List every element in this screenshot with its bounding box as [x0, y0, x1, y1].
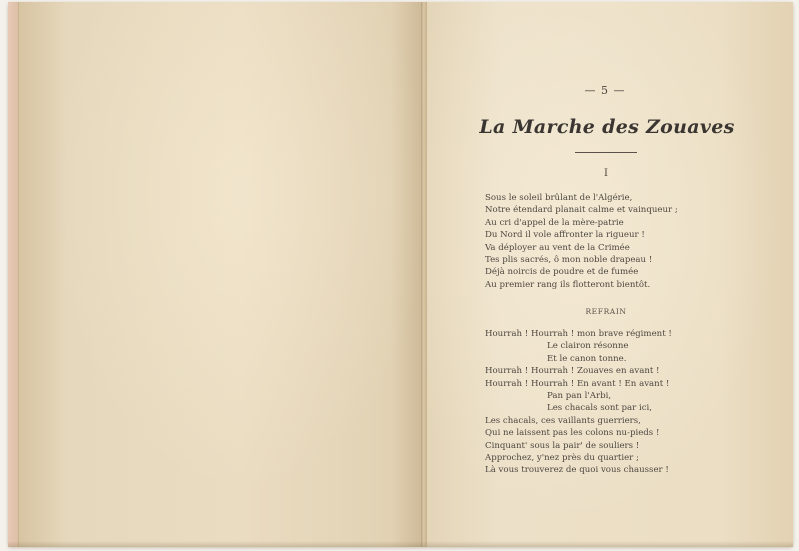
verse-line: Du Nord il vole affronter la rigueur !: [485, 230, 645, 241]
refrain-line: Approchez, y'nez près du quartier ;: [485, 453, 639, 464]
verse-line: Va déployer au vent de la Crimée: [485, 242, 630, 253]
refrain-line: Pan pan l'Arbi,: [547, 391, 612, 402]
page-number: — 5 —: [584, 84, 626, 97]
verse-line: Sous le soleil brûlant de l'Algérie,: [485, 193, 633, 203]
refrain-line: Les chacals, ces vaillants guerriers,: [485, 415, 641, 426]
verse-line: Au premier rang ils flotteront bientôt.: [485, 279, 651, 290]
booklet-bottom-shadow: [8, 541, 793, 547]
refrain-line: Qui ne laissent pas les colons nu-pieds !: [485, 428, 660, 439]
refrain-line: Le clairon résonne: [547, 341, 629, 352]
verse-line: Notre étendard planait calme et vainqueur ;: [485, 205, 678, 216]
open-booklet: [8, 2, 793, 547]
verse-line: Au cri d'appel de la mère-patrie: [485, 217, 624, 228]
poem-title: La Marche des Zouaves: [479, 116, 735, 138]
refrain-line: Cinquant' sous la pair' de souliers !: [485, 440, 640, 451]
left-blank-page: [18, 2, 423, 547]
left-page-edge: [8, 2, 18, 547]
refrain-line: Là vous trouverez de quoi vous chausser !: [485, 465, 669, 476]
refrain-stanza: [485, 328, 785, 477]
title-rule: [575, 152, 637, 153]
refrain-line: Les chacals sont par ici,: [547, 403, 653, 414]
stanza-number: I: [604, 168, 608, 179]
right-page: [427, 2, 793, 547]
refrain-line: Hourrah ! Hourrah ! Zouaves en avant !: [485, 366, 660, 377]
refrain-heading: REFRAIN: [585, 307, 627, 316]
verse-line: Tes plis sacrés, ô mon noble drapeau !: [485, 255, 653, 266]
refrain-line: Et le canon tonne.: [547, 353, 627, 364]
refrain-line: Hourrah ! Hourrah ! En avant ! En avant !: [485, 378, 670, 389]
verse-stanza: [485, 192, 785, 291]
verse-line: Déjà noircis de poudre et de fumée: [485, 267, 639, 278]
refrain-line: Hourrah ! Hourrah ! mon brave régiment !: [485, 329, 672, 339]
